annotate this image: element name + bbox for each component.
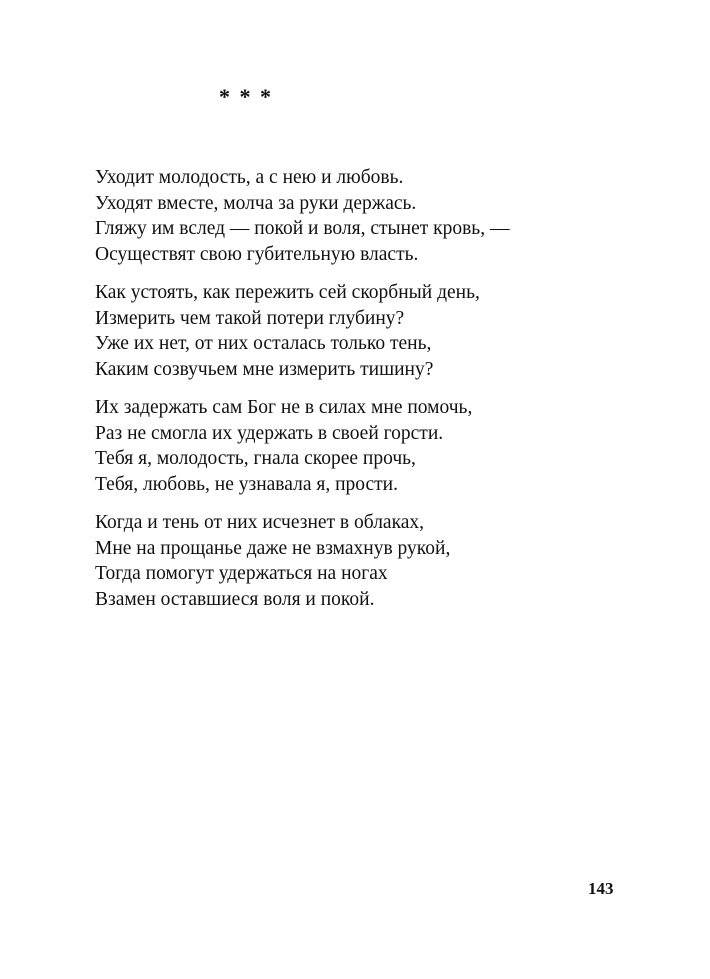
- poem-line: Тебя я, молодость, гнала скорее прочь,: [95, 448, 416, 469]
- stanza-4: [95, 510, 695, 612]
- stanza-2: [95, 280, 695, 382]
- poem-line: Когда и тень от них исчезнет в облаках,: [95, 512, 425, 533]
- poem-line: Тебя, любовь, не узнавала я, прости.: [95, 473, 398, 495]
- poem-line: Уходят вместе, молча за руки держась.: [95, 192, 417, 214]
- poem-line: Гляжу им вслед — покой и воля, стынет кровь, —: [95, 218, 510, 239]
- page-number: 143: [588, 879, 614, 898]
- poem: [95, 165, 695, 625]
- poem-line: Тогда помогут удержаться на ногах: [95, 563, 388, 584]
- poem-line: Мне на прощанье даже не взмахнув рукой,: [95, 537, 451, 559]
- stanza-3: [95, 395, 695, 497]
- poem-line: Каким созвучьем мне измерить тишину?: [95, 358, 434, 380]
- section-separator: * * *: [219, 84, 273, 109]
- poem-line: Уходит молодость, а с нею и любовь.: [95, 167, 404, 188]
- poem-line: Раз не смогла их удержать в своей горсти.: [95, 422, 444, 444]
- stanza-1: [95, 165, 695, 267]
- poem-line: Их задержать сам Бог не в силах мне помочь,: [95, 397, 473, 418]
- poem-line: Взамен оставшиеся воля и покой.: [95, 588, 375, 610]
- poem-line: Осуществят свою губительную власть.: [95, 243, 419, 265]
- poem-line: Измерить чем такой потери глубину?: [95, 307, 405, 329]
- poem-line: Уже их нет, от них осталась только тень,: [95, 333, 432, 354]
- poem-line: Как устоять, как пережить сей скорбный день,: [95, 282, 480, 303]
